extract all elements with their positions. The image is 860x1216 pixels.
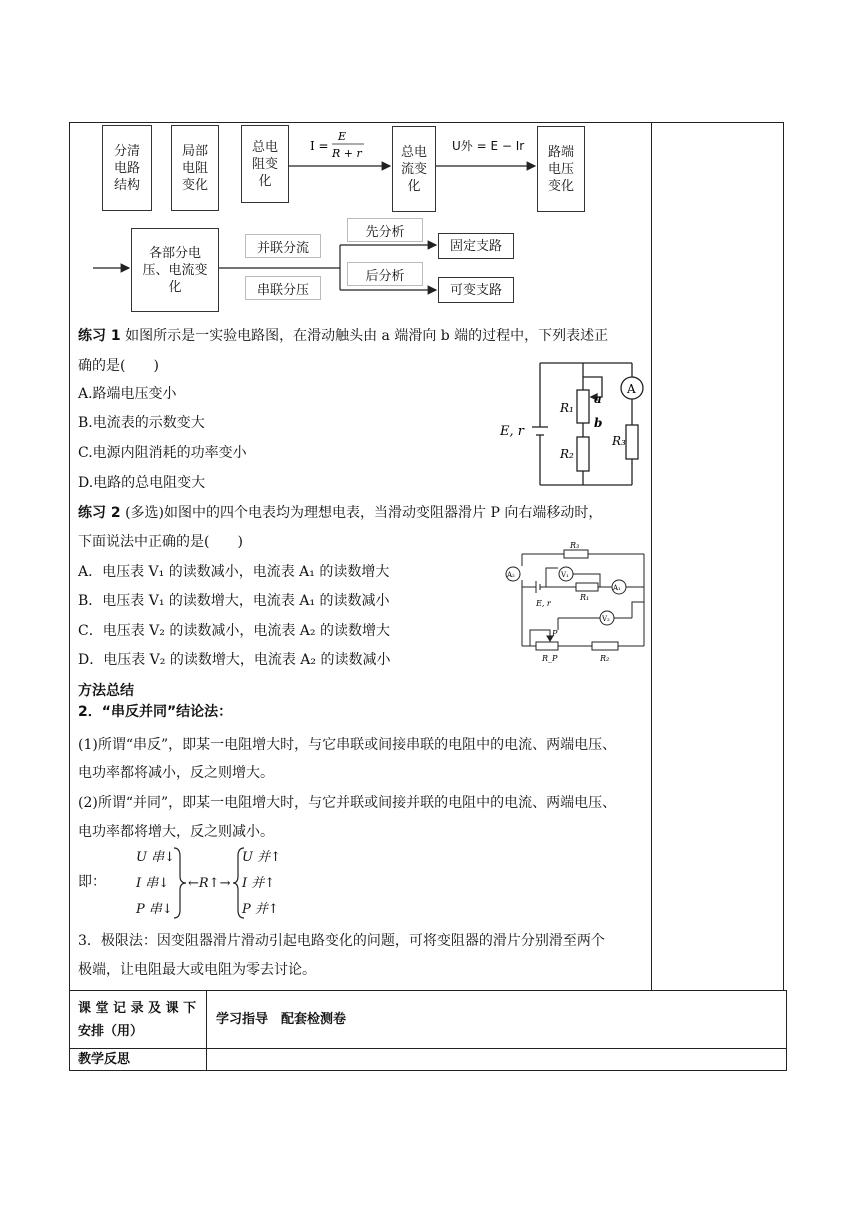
series-voltage: U 串↓	[136, 850, 175, 865]
exercise-1-circuit-figure	[490, 355, 650, 495]
flow-label-after: 后分析	[347, 262, 423, 286]
exercise-2-option-a: A．电压表 V₁ 的读数减小，电流表 A₁ 的读数增大	[78, 564, 390, 580]
exercise-2-circuit-figure	[500, 538, 650, 663]
flow-label-parallel: 并联分流	[245, 234, 321, 258]
exercise-2-question: (多选)如图中的四个电表均为理想电表，当滑动变阻器滑片 P 向右端移动时，	[125, 505, 603, 521]
svg-text:I =: I =	[310, 139, 329, 153]
record-label-line1: 课 堂 记 录 及 课 下	[78, 1001, 197, 1016]
slider-a-label: a	[594, 392, 602, 406]
svg-text:R + r: R + r	[332, 147, 362, 160]
flow-label-series: 串联分压	[245, 276, 321, 300]
v2-label: V₂	[602, 615, 610, 623]
exercise-2-option-c: C．电压表 V₂ 的读数减小，电流表 A₂ 的读数增大	[78, 623, 390, 639]
series-current: I 串↓	[136, 876, 170, 891]
method-para-1a: (1)所谓“串反”，即某一电阻增大时，与它串联或间接串联的电阻中的电流、两端电压、	[78, 737, 617, 753]
method-ji-label: 即：	[78, 874, 106, 890]
flow-box-local-resistance: 局部 电阻 变化	[171, 125, 219, 211]
method-para-1b: 电功率都将减小，反之则增大。	[78, 765, 274, 781]
record-value: 学习指导 配套检测卷	[216, 1012, 347, 1027]
exercise-1-option-d: D.电路的总电阻变大	[78, 475, 206, 491]
parallel-power: P 并↑	[242, 902, 279, 917]
r1-label: R₁	[560, 401, 574, 415]
right-brace	[170, 846, 190, 920]
a1-label: A₁	[613, 584, 621, 592]
exercise-1-option-c: C.电源内阻消耗的功率变小	[78, 445, 247, 461]
slider-b-label: b	[594, 416, 603, 430]
flow-box-variable: 可变支路	[438, 277, 514, 303]
r2-label: R₂	[600, 654, 610, 663]
exercise-1-title: 练习 1	[78, 328, 121, 344]
v1-label: V₁	[561, 571, 569, 579]
flow-box-structure: 分清 电路 结构	[102, 125, 152, 211]
method-para-3a: 3．极限法：因变阻器滑片滑动引起电路变化的问题，可将变阻器的滑片分别滑至两个	[78, 933, 605, 949]
rp-label: R_P	[542, 654, 558, 663]
r1-label: R₁	[580, 593, 590, 602]
r3-label: R₃	[612, 434, 626, 448]
flow-formula-terminal: U外 = E − Ir	[452, 139, 525, 153]
exercise-2-option-d: D．电压表 V₂ 的读数增大，电流表 A₂ 的读数减小	[78, 652, 391, 668]
exercise-1-question-cont: 确的是( )	[78, 358, 159, 374]
exercise-2-option-b: B．电压表 V₁ 的读数增大，电流表 A₁ 的读数减小	[78, 593, 390, 609]
series-power: P 串↓	[136, 902, 173, 917]
method-para-3b: 极端，让电阻最大或电阻为零去讨论。	[78, 962, 316, 978]
flow-box-terminal-voltage: 路端 电压 变化	[537, 126, 585, 212]
reflection-label: 教学反思	[78, 1052, 131, 1067]
slider-p-label: P	[552, 629, 558, 638]
r3-label: R₃	[570, 541, 580, 550]
flow-box-branch: 各部分电 压、电流变 化	[131, 228, 219, 312]
flow-arrows	[0, 0, 860, 310]
exercise-2-title: 练习 2	[78, 505, 121, 521]
parallel-voltage: U 并↑	[242, 850, 281, 865]
method-title: 方法总结	[78, 683, 134, 699]
source-label: E, r	[536, 599, 551, 608]
a2-label: A₂	[507, 571, 515, 579]
method-rule-heading: 2．“串反并同”结论法：	[78, 704, 233, 720]
exercise-2-question-cont: 下面说法中正确的是( )	[78, 534, 243, 550]
resistance-change: ←R↑→	[188, 876, 231, 891]
flow-label-first: 先分析	[347, 218, 423, 242]
source-label: E, r	[500, 424, 524, 439]
parallel-current: I 并↑	[242, 876, 276, 891]
ammeter-label: A	[627, 382, 636, 396]
flow-box-total-current: 总电 流变 化	[392, 126, 436, 212]
record-label-line2: 安排（用）	[78, 1024, 144, 1039]
method-para-2a: (2)所谓“并同”，即某一电阻增大时，与它并联或间接并联的电阻中的电流、两端电压、	[78, 795, 617, 811]
svg-text:E: E	[338, 130, 347, 143]
exercise-1-option-b: B.电流表的示数变大	[78, 415, 205, 431]
method-para-2b: 电功率都将增大，反之则减小。	[78, 824, 274, 840]
flow-box-fixed: 固定支路	[438, 233, 514, 259]
exercise-1-question: 如图所示是一实验电路图，在滑动触头由 a 端滑向 b 端的过程中，下列表述正	[125, 328, 609, 344]
flow-box-total-resistance: 总电 阻变 化	[241, 125, 289, 203]
exercise-1-option-a: A.路端电压变小	[78, 386, 177, 402]
r2-label: R₂	[560, 447, 574, 461]
